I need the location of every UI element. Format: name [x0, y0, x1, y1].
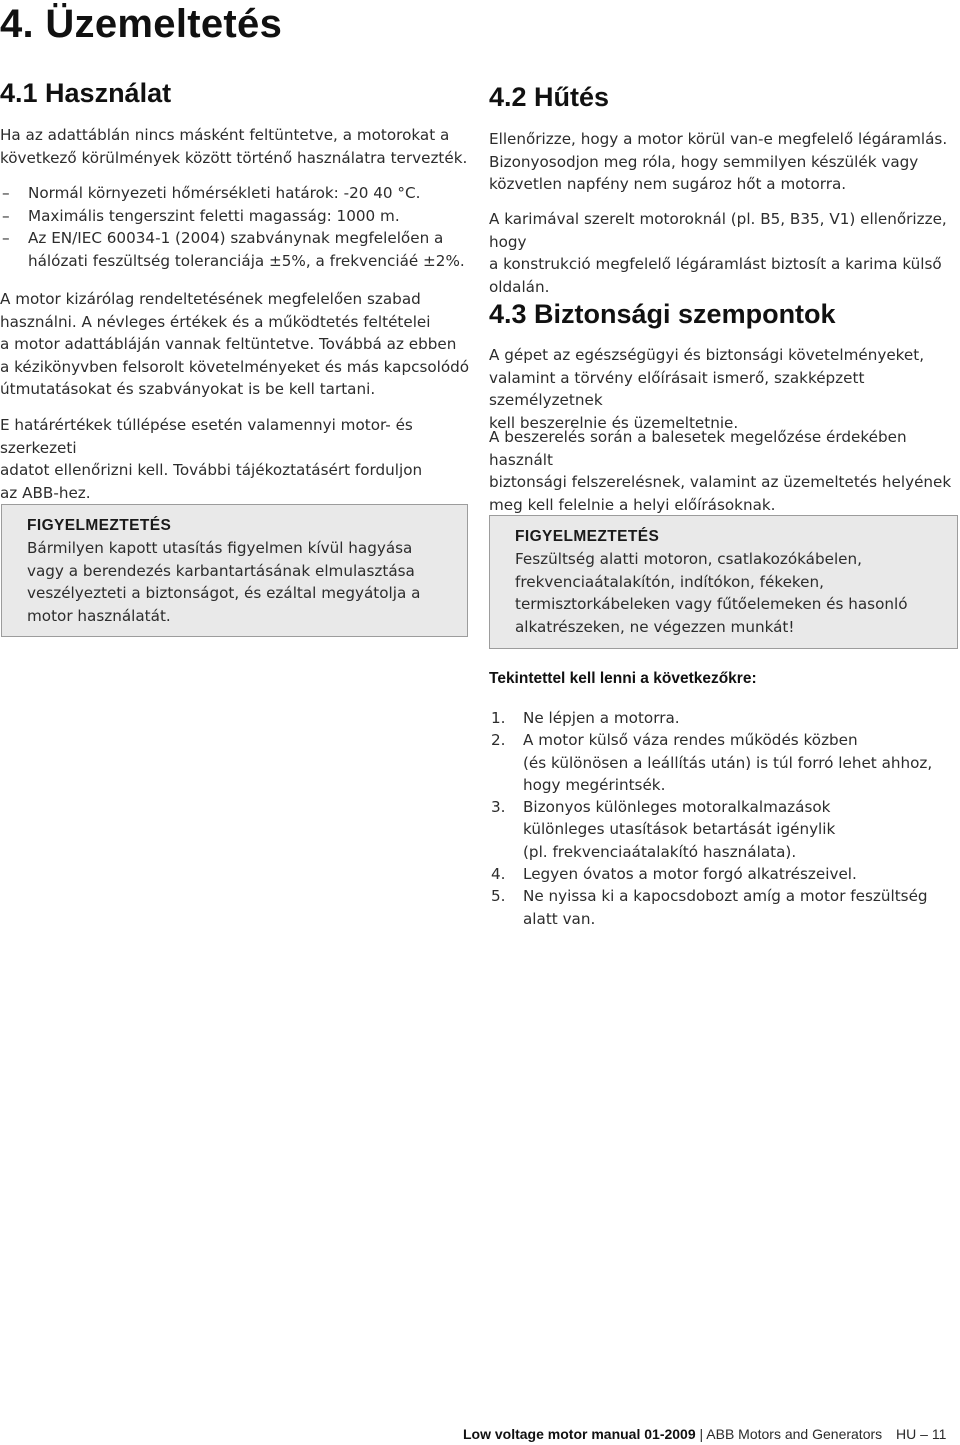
text-line: A karimával szerelt motoroknál (pl. B5, B35, V1) ellenőrizze, hogy	[489, 210, 947, 251]
section-heading-cooling: 4.2 Hűtés	[489, 82, 610, 112]
text-line: valamint a törvény előírásait ismerő, szakképzett személyzetnek	[489, 368, 865, 409]
text-line: (pl. frekvenciaátalakító használata).	[523, 842, 797, 861]
list-number: 5.	[491, 887, 506, 906]
conditions-list	[0, 182, 470, 272]
text-line: oldalán.	[489, 277, 550, 296]
list-number: 4.	[491, 865, 506, 884]
text-line: Legyen óvatos a motor forgó alkatrészeivel.	[523, 865, 857, 884]
footer-company: ABB Motors and Generators	[706, 1426, 883, 1442]
page-footer	[463, 1426, 960, 1442]
warning-title: FIGYELMEZTETÉS	[515, 528, 660, 545]
usage-intro	[0, 124, 470, 169]
list-item-text	[523, 885, 959, 930]
text-line: Ha az adattáblán nincs másként feltüntetve, a motorokat a	[0, 126, 450, 144]
text-line: használni. A névleges értékek és a működtetés feltételei	[0, 312, 431, 331]
text-line: Az EN/IEC 60034-1 (2004) szabványnak megfelelően a	[28, 229, 444, 247]
list-item	[0, 227, 470, 272]
footer-page-number: HU – 11	[896, 1426, 947, 1442]
text-line: vagy a berendezés karbantartásának elmulasztása	[27, 561, 415, 580]
list-item-text: Normál környezeti hőmérsékleti határok: -20 40 °C.	[28, 184, 421, 202]
text-line: kell beszerelnie és üzemeltetnie.	[489, 413, 739, 432]
safety-paragraph-1	[489, 344, 959, 434]
usage-paragraph-2	[0, 288, 470, 401]
text-line: alatt van.	[523, 909, 596, 928]
text-line: útmutatásokat és szabványokat is be kell tartani.	[0, 380, 376, 398]
list-item-text	[28, 227, 470, 272]
warning-text	[515, 548, 932, 638]
text-line: A beszerelés során a balesetek megelőzése érdekében használt	[489, 428, 907, 469]
text-line: A gépet az egészségügyi és biztonsági követelményeket,	[489, 346, 925, 364]
usage-paragraph-3	[0, 414, 470, 504]
text-line: különleges utasítások betartását igénylik	[523, 820, 836, 839]
list-item	[0, 205, 470, 228]
text-line: veszélyezteti a biztonságot, és ezáltal megyátolja a	[27, 584, 421, 602]
section-heading-safety: 4.3 Biztonsági szempontok	[489, 299, 836, 329]
footer-separator: |	[699, 1426, 704, 1442]
text-line: Feszültség alatti motoron, csatlakozókábelen,	[515, 550, 862, 568]
warning-box-left	[1, 504, 468, 637]
list-item-text	[523, 796, 959, 863]
notes-title: Tekintettel kell lenni a következőkre:	[489, 670, 757, 687]
text-line: (és különösen a leállítás után) is túl forró lehet ahhoz,	[523, 753, 933, 772]
cooling-paragraph-1	[489, 128, 959, 196]
text-line: a motor adattábláján vannak feltüntetve. Továbbá az ebben	[0, 335, 457, 353]
text-line: A motor külső váza rendes működés közben	[523, 731, 858, 750]
list-item	[489, 863, 959, 885]
text-line: alkatrészeken, ne végezzen munkát!	[515, 617, 795, 636]
page-title: 4. Üzemeltetés	[0, 2, 283, 46]
list-item-text: Maximális tengerszint feletti magasság: 1000 m.	[28, 206, 400, 225]
text-line: biztonsági felszerelésnek, valamint az üzemeltetés helyének	[489, 473, 952, 491]
list-item-text	[523, 707, 959, 729]
list-item	[0, 182, 470, 205]
text-line: E határértékek túllépése esetén valamennyi motor- és szerkezeti	[0, 416, 413, 457]
warning-title: FIGYELMEZTETÉS	[27, 517, 172, 534]
text-line: Bármilyen kapott utasítás figyelmen kívül hagyása	[27, 539, 413, 557]
text-line: Bizonyos különleges motoralkalmazások	[523, 798, 831, 817]
section-heading-usage: 4.1 Használat	[0, 78, 172, 108]
safety-paragraph-2	[489, 426, 959, 516]
warning-text	[27, 537, 442, 627]
text-line: közvetlen napfény nem sugároz hőt a motorra.	[489, 175, 847, 193]
list-number: 2.	[491, 731, 506, 750]
list-number: 3.	[491, 798, 506, 817]
list-item	[489, 707, 959, 729]
text-line: a konstrukció megfelelő légáramlást biztosít a karima külső	[489, 255, 942, 273]
text-line: A motor kizárólag rendeltetésének megfelelően szabad	[0, 290, 421, 308]
cooling-paragraph-2	[489, 208, 959, 298]
text-line: az ABB-hez.	[0, 483, 91, 502]
list-item-text	[523, 863, 959, 885]
text-line: Ne lépjen a motorra.	[523, 709, 680, 727]
text-line: hogy megérintsék.	[523, 775, 666, 794]
text-line: Ne nyissa ki a kapocsdobozt amíg a motor feszültség	[523, 887, 928, 906]
list-number: 1.	[491, 709, 506, 727]
list-item-text	[523, 729, 959, 796]
text-line: frekvenciaátalakítón, indítókon, fékeken,	[515, 572, 824, 591]
text-line: következő körülmények között történő használatra tervezték.	[0, 148, 468, 167]
text-line: hálózati feszültség toleranciája ±5%, a frekvenciáé ±2%.	[28, 251, 465, 270]
warning-box-right	[489, 515, 958, 649]
text-line: adatot ellenőrizni kell. További tájékoztatásért forduljon	[0, 461, 423, 479]
list-item	[489, 885, 959, 930]
notes-list	[489, 707, 959, 930]
text-line: Ellenőrizze, hogy a motor körül van-e megfelelő légáramlás.	[489, 130, 948, 148]
text-line: meg kell felelnie a helyi előírásoknak.	[489, 495, 776, 514]
list-item	[489, 729, 959, 796]
text-line: termisztorkábeleken vagy fűtőelemeken és hasonló	[515, 595, 908, 613]
text-line: motor használatát.	[27, 606, 171, 625]
text-line: a kézikönyvben felsorolt követelményeket és más kapcsolódó	[0, 357, 470, 376]
dash-bullet: –	[2, 206, 10, 225]
list-item	[489, 796, 959, 863]
text-line: Bizonyosodjon meg róla, hogy semmilyen készülék vagy	[489, 152, 919, 171]
dash-bullet: –	[2, 229, 10, 247]
footer-manual-title: Low voltage motor manual 01-2009	[463, 1426, 696, 1442]
dash-bullet: –	[2, 184, 10, 202]
